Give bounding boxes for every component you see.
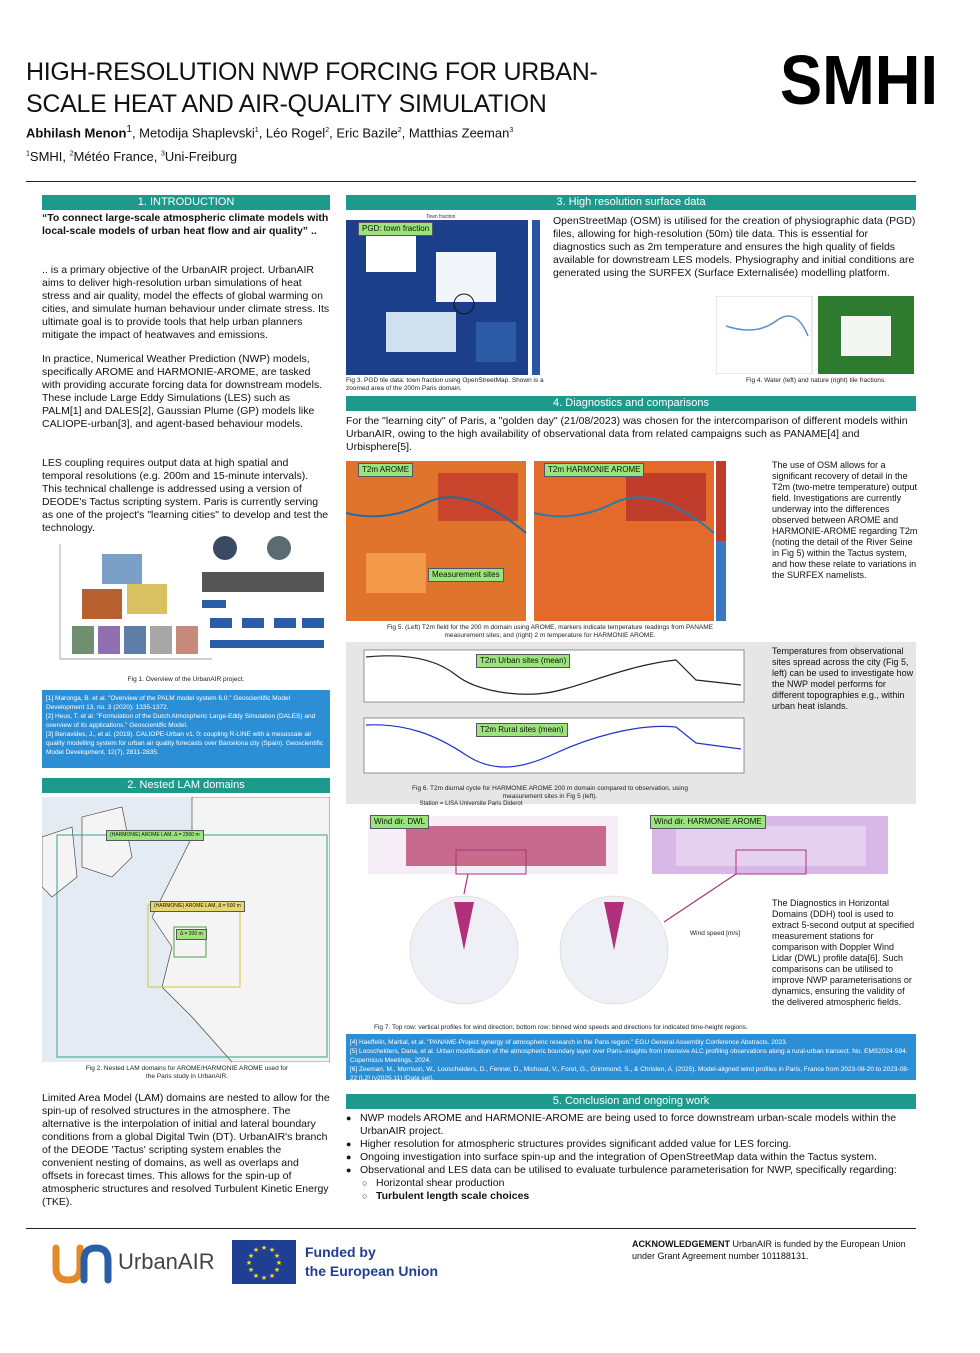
t2m-fields-figure xyxy=(346,453,736,623)
fig7-caption: Fig 7. Top row: vertical profiles for wind direction; bottom row: binned wind speeds and directions for indicated time-height regions. xyxy=(374,1024,748,1031)
fig4-caption: Fig 4. Water (left) and nature (right) tile fractions. xyxy=(746,377,886,384)
section-1-heading: 1. INTRODUCTION xyxy=(42,195,330,210)
diag-side-text-3: The Diagnostics in Horizontal Domains (DDH) tool is used to extract 5-second output at specified measurement stations for comparison with Doppler Wind Lidar (DWL) profile data[6]. Such comparisons can be utilised to improve NWP parameterisations or dynamics, ensuring the validity of the delivered atmospheric fields. xyxy=(772,898,915,1007)
wind-speed-title: Wind speed [m/s] xyxy=(690,930,741,937)
svg-text:★: ★ xyxy=(252,1272,260,1280)
reference-2: [2] Heus, T. et al. "Formulation of the Dutch Atmospheric Large-Eddy Simulation (DALES) and overview of its applications." Geoscientific Model. xyxy=(46,713,316,729)
intro-quote: “To connect large-scale atmospheric climate models with local-scale models of urban heat flow and air quality” .. xyxy=(42,212,329,237)
section-4-heading: 4. Diagnostics and comparisons xyxy=(346,396,916,411)
fig2-caption: Fig 2. Nested LAM domains for AROME/HARMONIE AROME used for the Paris study in UrbanAIR. xyxy=(85,1065,289,1080)
eu-flag-icon xyxy=(232,1240,296,1284)
poster-title xyxy=(26,56,666,120)
author-5: , Matthias Zeeman xyxy=(401,125,510,141)
eu-funding-text xyxy=(305,1243,438,1281)
diag-references xyxy=(346,1034,916,1080)
section-2-heading: 2. Nested LAM domains xyxy=(42,778,330,793)
svg-text:★: ★ xyxy=(268,1272,276,1280)
urbanair-logo-text: UrbanAIR xyxy=(118,1249,215,1274)
authors: Abhilash Menon$^1$, Metodija Shaplevski$^1$, Léo Rogel$^2$, Eric Bazile$^2$, Matthias Zeeman$^3$ xyxy=(26,124,514,141)
wind-harmonie-label: Wind dir. HARMONIE AROME xyxy=(650,815,766,829)
svg-text:★: ★ xyxy=(260,1244,268,1252)
urbanair-overview-figure xyxy=(42,534,330,674)
intro-paragraph-3: LES coupling requires output data at high spatial and temporal resolutions (e.g. 200m and 15-minute intervals). This technical challenge is addressed using a version of DEODE's Tactus scripting system. Paris is currently serving as one of the project's "learning cities" to develop and test the technology. xyxy=(42,457,329,534)
author-3: , Léo Rogel xyxy=(258,125,326,141)
author-2: , Metodija Shaplevski xyxy=(131,125,255,141)
station-title: Station = LISA Universite Paris Diderot xyxy=(419,801,523,807)
domain-label-500m: (HARMONIE) AROME LAM, Δ = 500 m xyxy=(150,901,245,912)
svg-text:★: ★ xyxy=(247,1266,255,1274)
fig6-caption: Fig 6. T2m diurnal cycle for HARMONIE AROME 200 m domain compared to observation, using measurement sites in Fig 5 (left). xyxy=(412,785,688,800)
header-divider xyxy=(26,181,916,182)
conclusion-subitem-2: ○ Turbulent length scale choices xyxy=(346,1190,916,1203)
svg-text:★: ★ xyxy=(273,1266,281,1274)
conclusion-item-1: ● NWP models AROME and HARMONIE-AROME are being used to force downstream urban-scale models within the UrbanAIR project. xyxy=(346,1112,916,1138)
t2m-rural-label: T2m Rural sites (mean) xyxy=(476,723,568,737)
water-nature-maps xyxy=(716,296,916,374)
diag-side-text-1: The use of OSM allows for a significant recovery of detail in the T2m (two-metre temperature) output field. Investigations are currently underway into the differences observed between AROME and HARMONIE-AROME regarding T2m (noting the detail of the River Seine in Fig 5) within the Tactus system, and how these relate to variations in the SURFEX namelists. xyxy=(772,460,918,580)
affil-1: SMHI, xyxy=(29,149,70,164)
wind-dwl-label: Wind dir. DWL xyxy=(370,815,429,829)
surface-text: OpenStreetMap (OSM) is utilised for the creation of physiographic data (PGD) files, allowing for high-resolution (50m) tile data. This is essential for diagnostics such as 2m temperature and ensures the high quality of fields available for downstream LES models. Physiography and initial conditions are generated using the SURFEX (Surface Externalisée) modelling platform. xyxy=(553,215,916,279)
town-fraction-map xyxy=(346,212,546,377)
intro-references xyxy=(42,690,330,768)
acknowledgement xyxy=(632,1238,916,1262)
title-line-2: SCALE HEAT AND AIR-QUALITY SIMULATION xyxy=(26,90,547,118)
svg-text:Town fraction: Town fraction xyxy=(426,214,456,220)
reference-5: [5] Looschelders, Dana, et al. Urban modification of the atmospheric boundary layer over Paris–insights from intensive ALC profiling observations along a rural-urban transect. No. EMS2024-594. Copernicus Meetings, 2024. xyxy=(350,1048,908,1064)
footer-divider xyxy=(26,1228,916,1229)
conclusion-list xyxy=(346,1112,916,1203)
diag-side-text-2: Temperatures from observational sites spread across the city (Fig 5, left) can be used to investigate how the NWP model performs for different topographies e.g., within urban heat islands. xyxy=(772,646,914,711)
ack-text: UrbanAIR is funded by the European Union under Grant Agreement number 101188131. xyxy=(632,1239,906,1261)
t2m-urban-label: T2m Urban sites (mean) xyxy=(476,654,570,668)
author-4: , Eric Bazile xyxy=(329,125,398,141)
fig5-caption: Fig 5. (Left) T2m field for the 200 m domain using AROME, markers indicate temperature readings from PANAME measurement sites; and (right) 2 m temperature for HARMONIE AROME. xyxy=(387,624,713,639)
svg-text:★: ★ xyxy=(275,1259,283,1267)
affil-2: Météo France, xyxy=(73,149,161,164)
section-5-heading: 5. Conclusion and ongoing work xyxy=(346,1094,916,1109)
ack-label: ACKNOWLEDGEMENT xyxy=(632,1239,730,1249)
funded-line-2: the European Union xyxy=(305,1263,438,1279)
conclusion-subitem-1: ○ Horizontal shear production xyxy=(346,1177,916,1190)
lead-author: Abhilash Menon xyxy=(26,125,127,141)
fig3-caption: Fig 3. PGD tile data: town fraction using OpenStreetMap. Shown is a zoomed area of the 200m Paris domain. xyxy=(346,377,544,392)
svg-text:SMHI: SMHI xyxy=(780,46,938,110)
affiliations: $^1$SMHI, $^2$Météo France, $^3$Uni-Freiburg xyxy=(26,149,238,164)
smhi-logo xyxy=(780,46,940,110)
pgd-label: PGD: town fraction xyxy=(358,222,433,236)
intro-paragraph-1: .. is a primary objective of the UrbanAIR project. UrbanAIR aims to deliver high-resolution urban simulations of heat stress and air quality, model the effects of global warming on cities, and simulate human behaviour under climate stress. Its ultimate goal is to provide tools that help urban planners mitigate the impact of heatwaves and emissions. xyxy=(42,264,330,341)
affil-3: Uni-Freiburg xyxy=(164,149,238,164)
title-line-1: HIGH-RESOLUTION NWP FORCING FOR URBAN- xyxy=(26,58,598,86)
diag-intro: For the "learning city" of Paris, a "golden day" (21/08/2023) was chosen for the intercomparison of different models within UrbanAIR, owing to the high availability of observational data from related campaigns such as PANAME[4] and Urbisphere[5]. xyxy=(346,415,908,453)
svg-text:★: ★ xyxy=(268,1246,276,1254)
urbanair-logo-icon xyxy=(52,1240,112,1284)
svg-text:★: ★ xyxy=(260,1274,268,1282)
intro-paragraph-2: In practice, Numerical Weather Prediction (NWP) models, specifically AROME and HARMONIE-AROME, are tasked with providing accurate forcing data for downstream models. These include Large Eddy Simulations (LES) such as PALM[1] and DALES[2], Gaussian Plume (GP) models like CALIOPE-urban[3], and agent-based behaviour models. xyxy=(42,353,323,430)
reference-1: [1] Maronga, B. et al. "Overview of the PALM model system 6.0." Geoscientific Model Development 13, no. 3 (2020): 1335-1372. xyxy=(46,695,291,711)
domain-label-2500m: (HARMONIE) AROME LAM, Δ = 2500 m xyxy=(106,830,204,841)
svg-text:★: ★ xyxy=(273,1252,281,1260)
funded-line-1: Funded by xyxy=(305,1244,376,1260)
fig1-caption: Fig 1. Overview of the UrbanAIR project. xyxy=(127,676,245,683)
reference-4: [4] Haeffelin, Martial, et al. "PANAME-Project synergy of atmospheric research in the Paris region." EGU General Assembly Conference Abstracts. 2023. xyxy=(350,1039,788,1046)
conclusion-item-2: ● Higher resolution for atmospheric structures provides significant added value for LES forcing. xyxy=(346,1138,916,1151)
section-3-heading: 3. High resolution surface data xyxy=(346,195,916,210)
reference-3: [3] Benavides, J., et al. (2019). CALIOPE-Urban v1. 0: coupling R-LINE with a mesoscale air quality modelling system for urban air quality forecasts over Barcelona city (Spain). Geoscientific Model Development, 12(7), 2811-2835. xyxy=(46,731,324,756)
conclusion-item-4: ● Observational and LES data can be utilised to evaluate turbulence parameterisation for NWP, specifically regarding: xyxy=(346,1164,916,1177)
t2m-harmonie-label: T2m HARMONIE AROME xyxy=(544,463,644,477)
domain-label-200m: Δ = 200 m xyxy=(176,929,207,940)
svg-text:★: ★ xyxy=(245,1259,253,1267)
t2m-arome-label: T2m AROME xyxy=(358,463,413,477)
measurement-sites-label: Measurement sites xyxy=(428,568,504,582)
nested-text: Limited Area Model (LAM) domains are nested to allow for the spin-up of resolved structures in the atmosphere. The alternative is the interpolation of initial and lateral boundary conditions from a global Digital Twin (DT). UrbanAIR's branch of the DEODE 'Tactus' scripting system enables the convenient nesting of domains, as well as overlaps and offsets in forecast times. This allows for the spin-up of atmospheric structures and resolved Turbulent Kinetic Energy (TKE). xyxy=(42,1092,330,1208)
conclusion-item-3: ● Ongoing investigation into surface spin-up and the integration of OpenStreetMap data within the Tactus system. xyxy=(346,1151,916,1164)
svg-text:★: ★ xyxy=(252,1246,260,1254)
reference-6: [6] Zeeman, M., Morrison, W., Looschelders, D., Fenner, D., Michoud, V., Foret, G., Grimmond, S., & Christen, A. (2025). Model-aligned wind profiles in Paris, France from 2023-08-20 to 2023-08-22 [L2] (v2025.11) [Data set]. xyxy=(350,1066,909,1082)
svg-text:★: ★ xyxy=(247,1252,255,1260)
